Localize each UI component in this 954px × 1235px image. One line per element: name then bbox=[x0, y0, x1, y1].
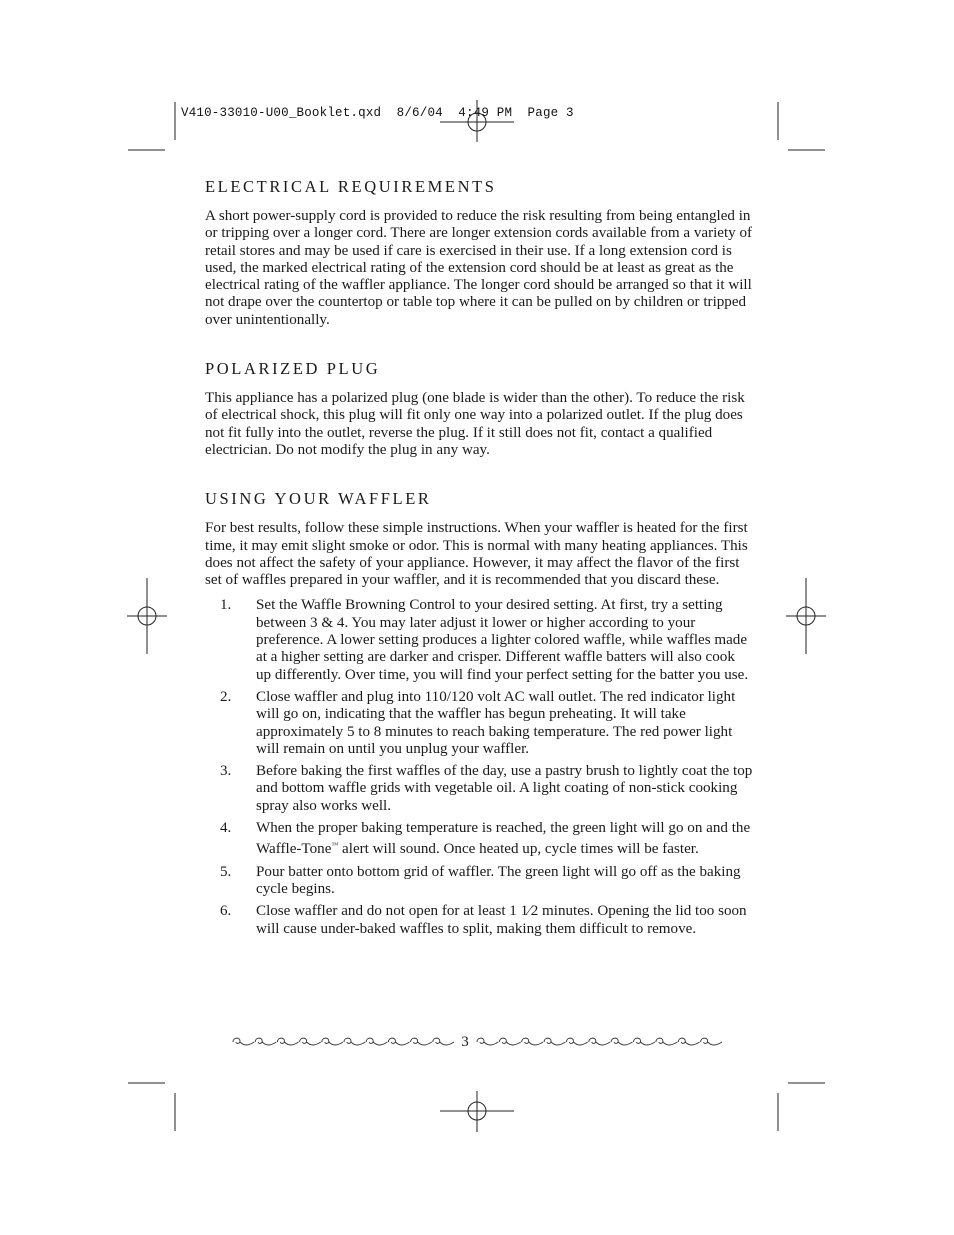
page-footer bbox=[230, 1032, 724, 1052]
scroll-curl bbox=[656, 1038, 677, 1045]
scroll-curl bbox=[544, 1038, 565, 1045]
list-item bbox=[205, 864, 753, 899]
list-item bbox=[205, 597, 753, 683]
registration-mark-bottom bbox=[440, 1091, 514, 1132]
registration-mark-top bbox=[440, 100, 514, 142]
scroll-curl bbox=[611, 1038, 632, 1045]
trademark-symbol: ™ bbox=[331, 841, 339, 850]
scroll-curl bbox=[300, 1038, 321, 1045]
scroll-curl bbox=[278, 1038, 299, 1045]
scroll-curl bbox=[366, 1038, 387, 1045]
section-body-using: For best results, follow these simple instructions. When your waffler is heated for the first time, it may emit slight smoke or odor. This is normal with many heating appliances. This does not affect the safety of your appliance. However, it may affect the flavor of the first set of waffles prepared in your waffler, and it is recommended that you discard these. bbox=[205, 520, 748, 589]
step-number: 1. bbox=[220, 597, 232, 614]
section-heading-using: USING YOUR WAFFLER bbox=[205, 489, 432, 509]
scroll-curl bbox=[633, 1038, 654, 1045]
scroll-curl bbox=[389, 1038, 410, 1045]
step-text: Close waffler and do not open for at least 1 1⁄2 minutes. Opening the lid too soon will cause under-baked waffles to split, making them difficult to remove. bbox=[256, 903, 747, 937]
step-number: 6. bbox=[220, 903, 232, 920]
list-item bbox=[205, 689, 753, 758]
step-text-part: alert will sound. Once heated up, cycle times will be faster. bbox=[338, 841, 699, 858]
list-item bbox=[205, 763, 753, 815]
list-item bbox=[205, 903, 753, 938]
registration-mark-left bbox=[127, 578, 167, 654]
section-body-electrical: A short power-supply cord is provided to reduce the risk resulting from being entangled in or tripping over a longer cord. There are longer extension cords available from a variety of retail stores and may be used if care is exercised in their use. If a long extension cord is used, the marked electrical rating of the extension cord should be at least as great as the electrical rating of the waffler appliance. The longer cord should be arranged so that it will not drape over the countertop or table top where it can be pulled on by children or tripped over unintentionally. bbox=[205, 208, 753, 328]
step-number: 4. bbox=[220, 820, 232, 837]
section-heading-electrical: ELECTRICAL REQUIREMENTS bbox=[205, 177, 497, 196]
list-item bbox=[205, 820, 753, 859]
scroll-curl bbox=[255, 1038, 276, 1045]
scroll-curl bbox=[344, 1038, 365, 1045]
scroll-ornament-left bbox=[232, 1035, 454, 1049]
scroll-curl bbox=[700, 1038, 721, 1045]
page-content bbox=[205, 176, 753, 943]
step-text: Set the Waffle Browning Control to your desired setting. At first, try a setting between 3 & 4. You may later adjust it lower or higher according to your preference. A lower setting produces a lighter colored waffle, while waffles made at a higher setting are darker and crisper. Different waffle batters will also cook up differently. Over time, you will find your perfect setting for the batter you use. bbox=[256, 597, 749, 683]
scroll-curl bbox=[322, 1038, 343, 1045]
scroll-ornament-right bbox=[476, 1035, 722, 1049]
scroll-curl bbox=[477, 1038, 498, 1045]
scroll-curl bbox=[566, 1038, 587, 1045]
scroll-curl bbox=[589, 1038, 610, 1045]
file-slug: V410-33010-U00_Booklet.qxd 8/6/04 4:49 PM Page 3 bbox=[181, 106, 574, 120]
section-heading-polarized: POLARIZED PLUG bbox=[205, 359, 381, 379]
step-text: Before baking the first waffles of the day, use a pastry brush to lightly coat the top and bottom waffle grids with vegetable oil. A light coating of non-stick cooking spray also works well. bbox=[256, 763, 753, 814]
step-number: 3. bbox=[220, 763, 232, 780]
step-number: 5. bbox=[220, 863, 232, 880]
scroll-curl bbox=[521, 1038, 542, 1045]
section-body-polarized: This appliance has a polarized plug (one blade is wider than the other). To reduce the risk of electrical shock, this plug will fit only one way into a polarized outlet. If the plug does not fit fully into the outlet, reverse the plug. If it still does not fit, contact a qualified electrician. Do not modify the plug in any way. bbox=[205, 390, 745, 458]
scroll-curl bbox=[433, 1038, 454, 1045]
registration-mark-right bbox=[786, 578, 826, 654]
page-number: 3 bbox=[461, 1034, 469, 1050]
instruction-list bbox=[205, 597, 753, 937]
scroll-curl bbox=[678, 1038, 699, 1045]
step-text bbox=[256, 820, 753, 859]
scroll-curl bbox=[499, 1038, 520, 1045]
scroll-curl bbox=[411, 1038, 432, 1045]
scroll-curl bbox=[233, 1038, 254, 1045]
step-text: Pour batter onto bottom grid of waffler. The green light will go off as the baking cycle begins. bbox=[256, 863, 741, 897]
step-number: 2. bbox=[220, 688, 232, 705]
step-text: Close waffler and plug into 110/120 volt AC wall outlet. The red indicator light will go on, indicating that the waffler has begun preheating. It will take approximately 5 to 8 minutes to reach baking temperature. The red power light will remain on until you unplug your waffler. bbox=[256, 688, 736, 757]
step-text-part: When the proper baking temperature is reached, the green light will go on and the Waffle-Tone bbox=[256, 820, 751, 858]
